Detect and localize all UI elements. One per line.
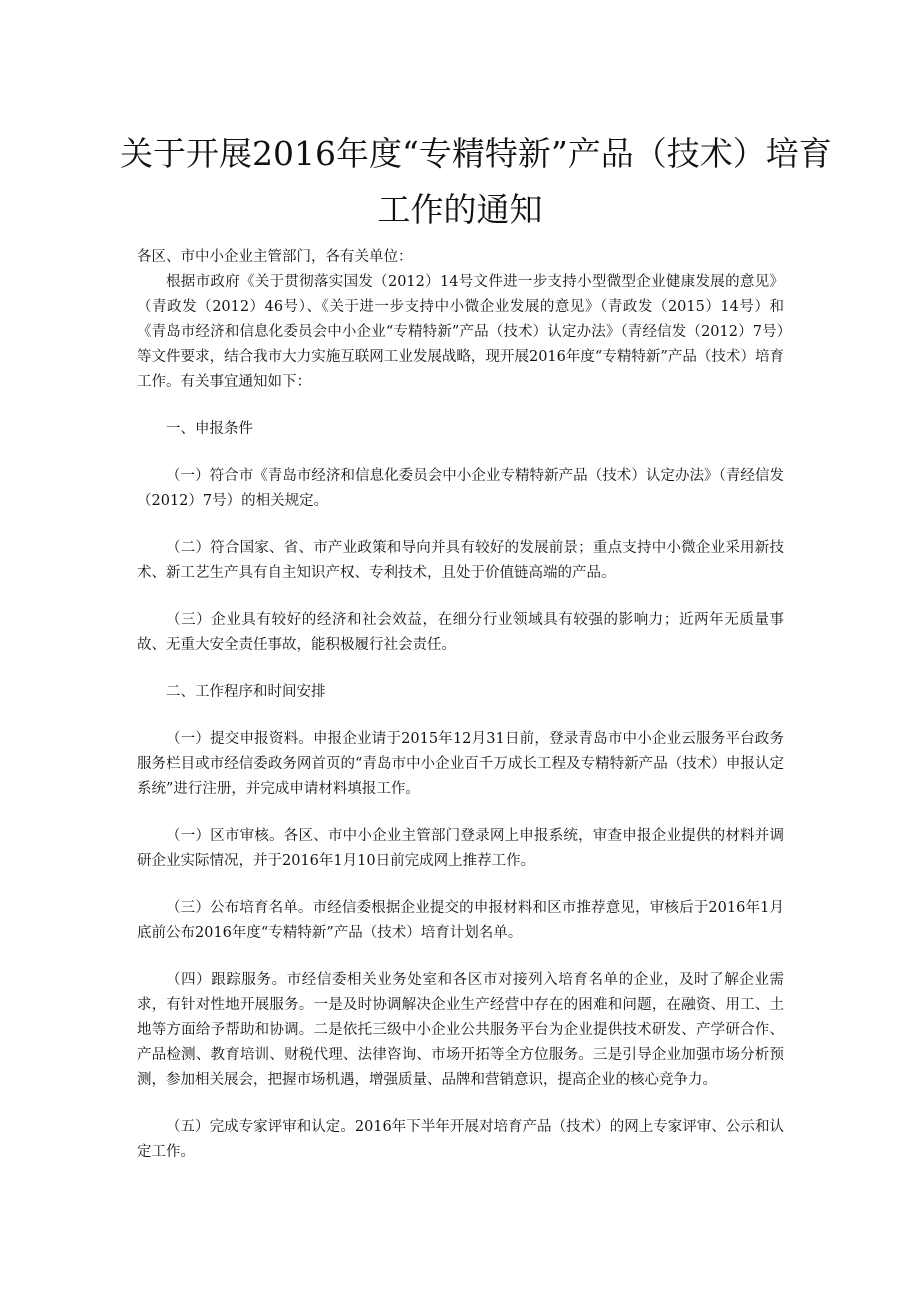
section-2-heading: 二、工作程序和时间安排 [166,684,326,700]
document-body [137,245,784,1165]
section-2-item: （三）公布培育名单。市经信委根据企业提交的申报材料和区市推荐意见，审核后于2016年1月底前公布2016年度“专精特新”产品（技术）培育计划名单。 [137,900,784,941]
section-2-item: （一）提交申报资料。申报企业请于2015年12月31日前，登录青岛市中小企业云服务平台政务服务栏目或市经信委政务网首页的“青岛市中小企业百千万成长工程及专精特新产品（技术）申报认定系统”进行注册，并完成申请材料填报工作。 [137,731,784,797]
section-2-item: （四）跟踪服务。市经信委相关业务处室和各区市对接列入培育名单的企业，及时了解企业需求，有针对性地开展服务。一是及时协调解决企业生产经营中存在的困难和问题，在融资、用工、土地等方面给予帮助和协调。二是依托三级中小企业公共服务平台为企业提供技术研发、产学研合作、产品检测、教育培训、财税代理、法律咨询、市场开拓等全方位服务。三是引导企业加强市场分析预测，参加相关展会，把握市场机遇，增强质量、品牌和营销意识，提高企业的核心竞争力。 [137,972,784,1088]
title-line-1: 关于开展2016年度“专精特新”产品（技术）培育 [120,134,832,173]
section-1-item: （三）企业具有较好的经济和社会效益，在细分行业领域具有较强的影响力；近两年无质量事故、无重大安全责任事故，能积极履行社会责任。 [137,612,784,653]
salutation: 各区、市中小企业主管部门，各有关单位： [137,249,413,265]
section-1-item: （一）符合市《青岛市经济和信息化委员会中小企业专精特新产品（技术）认定办法》（青经信发（2012）7号）的相关规定。 [137,468,784,509]
section-2-item: （一）区市审核。各区、市中小企业主管部门登录网上申报系统，审查申报企业提供的材料并调研企业实际情况，并于2016年1月10日前完成网上推荐工作。 [137,828,784,869]
section-1-heading: 一、申报条件 [166,421,253,437]
document-title [120,126,832,238]
section-2-item: （五）完成专家评审和认定。2016年下半年开展对培育产品（技术）的网上专家评审、公示和认定工作。 [137,1119,784,1160]
intro-paragraph: 根据市政府《关于贯彻落实国发（2012）14号文件进一步支持小型微型企业健康发展的意见》（青政发（2012）46号）、《关于进一步支持中小微企业发展的意见》（青政发（2015）14号）和《青岛市经济和信息化委员会中小企业“专精特新”产品（技术）认定办法》（青经信发（2012）7号）等文件要求，结合我市大力实施互联网工业发展战略，现开展2016年度“专精特新”产品（技术）培育工作。有关事宜通知如下： [137,274,784,390]
section-1-item: （二）符合国家、省、市产业政策和导向并具有较好的发展前景；重点支持中小微企业采用新技术、新工艺生产具有自主知识产权、专利技术，且处于价值链高端的产品。 [137,540,784,581]
title-line-2: 工作的通知 [377,190,543,229]
